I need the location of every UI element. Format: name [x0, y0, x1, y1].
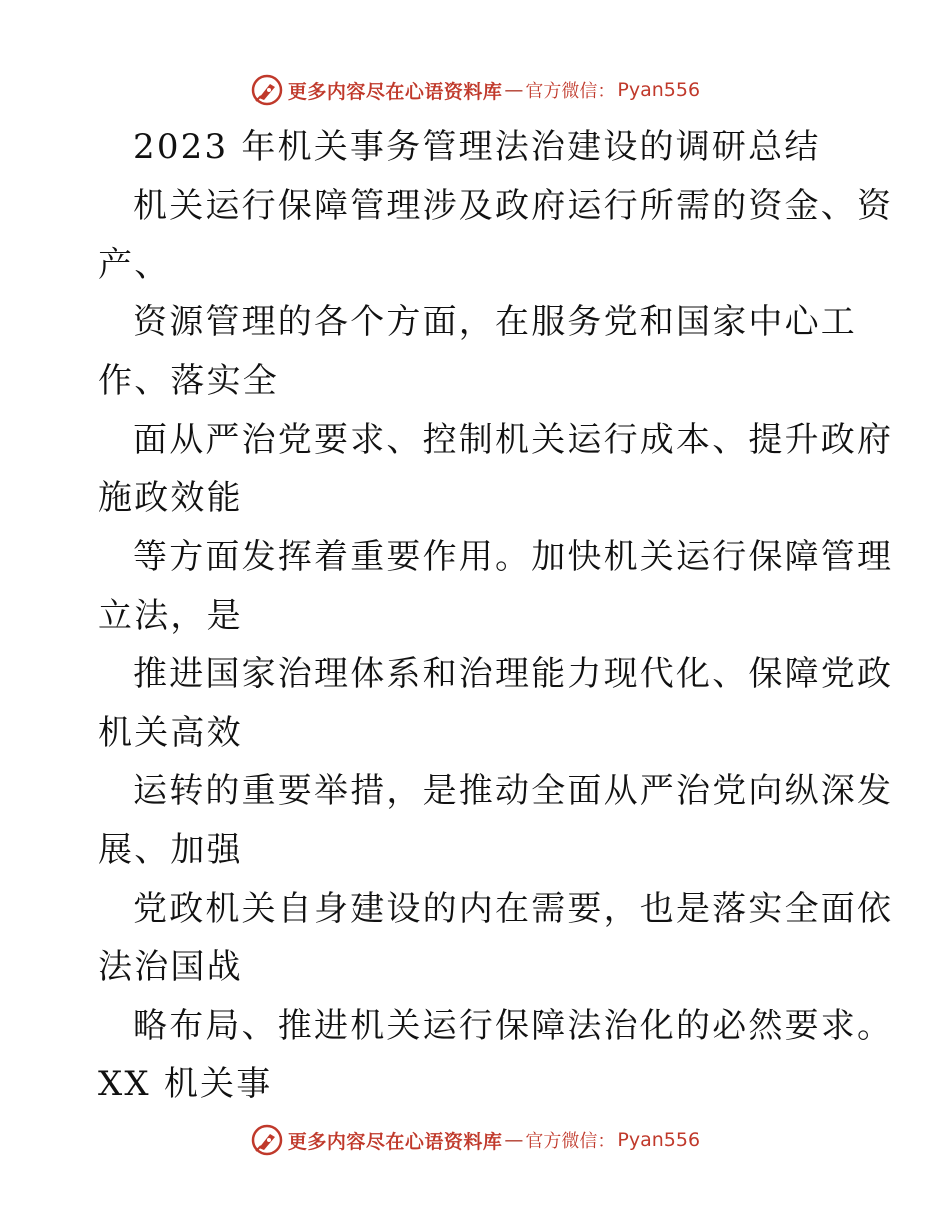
watermark-wechat-id: Pyan556: [617, 79, 701, 101]
body-line: 略布局、推进机关运行保障法治化的必然要求。: [133, 1006, 894, 1046]
watermark-wechat-label: 官方微信：: [525, 81, 616, 102]
body-line: 作、落实全: [98, 361, 279, 401]
body-line: 等方面发挥着重要作用。加快机关运行保障管理: [133, 537, 894, 577]
watermark-text: 更多内容尽在心语资料库: [287, 1130, 503, 1153]
watermark-banner-top: [0, 70, 950, 110]
body-line: 资源管理的各个方面，在服务党和国家中心工: [133, 302, 857, 342]
watermark-wechat-label: 官方微信：: [525, 1131, 616, 1152]
body-line: 法治国战: [98, 947, 243, 987]
document-title: 2023 年机关事务管理法治建设的调研总结: [133, 127, 821, 167]
pen-nib-logo-icon: [250, 73, 284, 107]
watermark-banner-bottom: [0, 1120, 950, 1160]
body-line: 产、: [98, 245, 171, 285]
body-line: 党政机关自身建设的内在需要，也是落实全面依: [133, 889, 894, 929]
body-line: 立法，是: [98, 596, 243, 636]
pen-nib-logo-icon: [250, 1123, 284, 1157]
watermark-dash: —: [504, 1129, 524, 1151]
watermark-wechat-id: Pyan556: [617, 1129, 701, 1151]
watermark-text: 更多内容尽在心语资料库: [287, 80, 503, 103]
body-line: XX 机关事: [98, 1064, 273, 1104]
body-line: 展、加强: [98, 830, 243, 870]
body-line: 机关运行保障管理涉及政府运行所需的资金、资: [133, 186, 894, 226]
body-line: 面从严治党要求、控制机关运行成本、提升政府: [133, 420, 894, 460]
body-line: 施政效能: [98, 478, 243, 518]
body-line: 运转的重要举措，是推动全面从严治党向纵深发: [133, 771, 894, 811]
body-line: 推进国家治理体系和治理能力现代化、保障党政: [133, 654, 894, 694]
body-line: 机关高效: [98, 713, 243, 753]
watermark-dash: —: [504, 79, 524, 101]
